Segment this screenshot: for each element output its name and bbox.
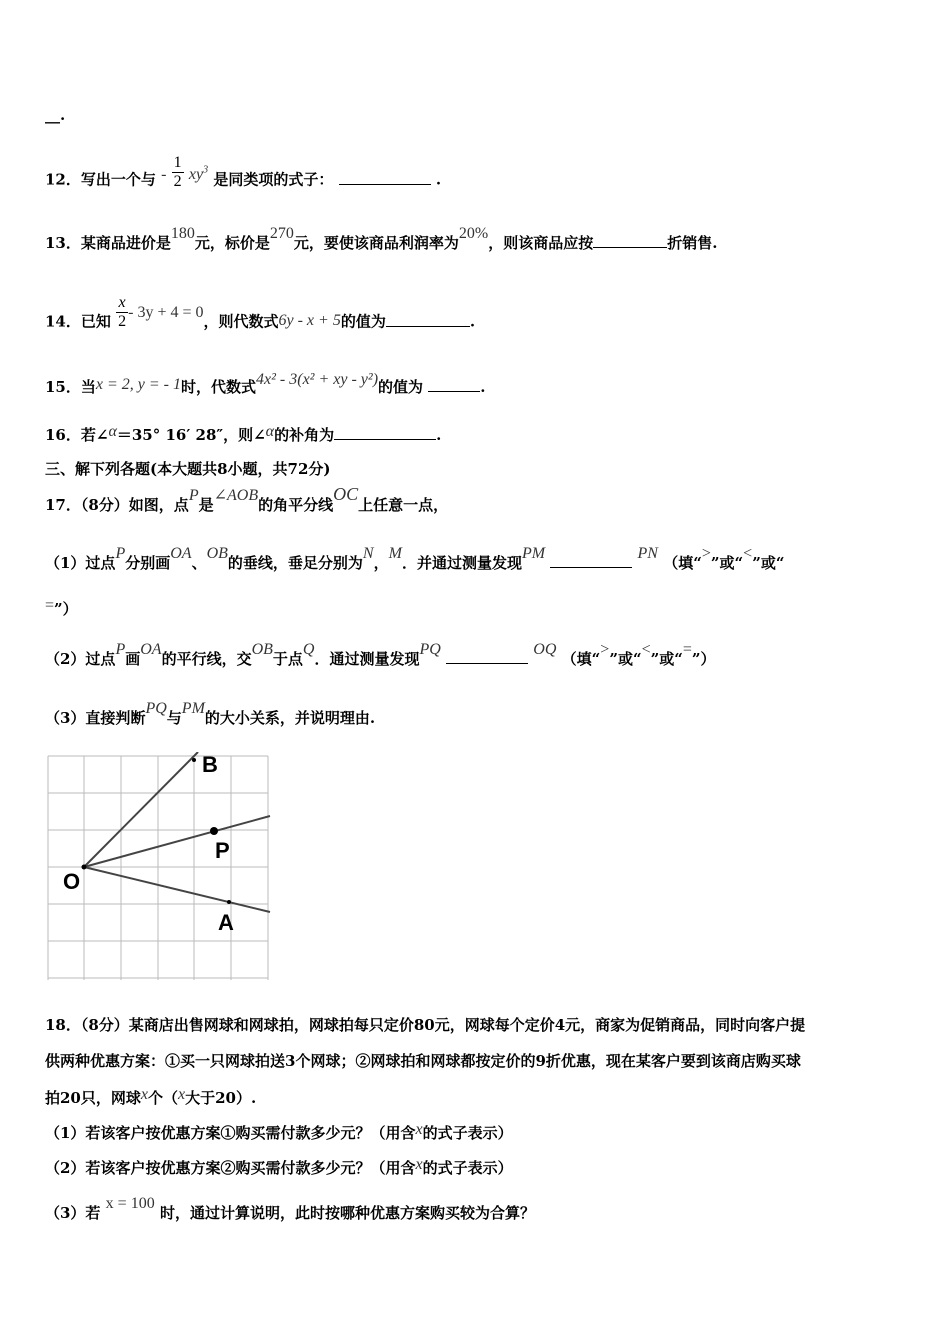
label-o: O: [63, 869, 81, 894]
q18-l3b: 个（: [147, 1089, 178, 1107]
q17-s3-t2: 与: [166, 709, 182, 727]
q17-s3-t1: （3）直接判断: [45, 709, 146, 727]
q18-part1: [45, 1122, 513, 1143]
q15-t3: 的值为: [378, 378, 424, 396]
q17-s2-lt: <: [641, 641, 651, 658]
q17-s3-pm: PM: [181, 700, 205, 717]
q16-answer-blank[interactable]: [334, 425, 436, 440]
label-p: P: [215, 838, 230, 863]
q12-prefix: 12．写出一个与: [45, 170, 156, 189]
q16-alpha2: α: [265, 423, 275, 440]
q17-s1-oa: OA: [170, 545, 192, 562]
q18-part3: [45, 1195, 535, 1223]
q17-s1-n: N: [362, 545, 374, 562]
q14-expr: 6y - x + 5: [278, 311, 341, 329]
q17-s1-pn: PN: [637, 545, 658, 562]
q18-s3a: （3）若: [45, 1204, 101, 1222]
grid: [48, 756, 268, 980]
q17-s1-t8: ”）: [54, 600, 78, 618]
q17-s2-gt: >: [600, 641, 610, 658]
q17-s1-t6: ”或“: [710, 554, 744, 572]
q17-s2-t1: （2）过点: [45, 650, 116, 668]
q12-den: 2: [173, 173, 182, 190]
q17-part1-cont: [45, 598, 78, 619]
q17-s2-t4: 于点: [272, 650, 303, 668]
question-14: [45, 294, 476, 341]
q17-s1-sep: 、: [191, 554, 207, 572]
q17-s2-t5: ．通过测量发现: [314, 650, 420, 668]
q13-t2: 元，标价是: [194, 234, 270, 252]
q18-s1b: 的式子表示）: [422, 1124, 513, 1142]
q17-s2-answer-blank[interactable]: [446, 649, 528, 664]
q12-num: 1: [173, 154, 182, 171]
question-12: [45, 154, 442, 199]
q13-t3: 元，要使该商品利润率为: [293, 234, 459, 252]
q17-s2-t6: （填“: [561, 650, 601, 668]
q17-s1-gt: >: [701, 545, 711, 562]
q13-answer-blank[interactable]: [593, 233, 667, 248]
q12-end: .: [435, 170, 442, 189]
q18-s2b: 的式子表示）: [422, 1159, 513, 1177]
ray-oa: [84, 867, 270, 912]
q18-l3a: 拍20只，网球: [45, 1089, 141, 1107]
q14-equation: - 3y + 4 = 0: [128, 303, 204, 321]
q17-part1: [45, 545, 785, 573]
q18-s3-condition: x = 100: [105, 1195, 155, 1212]
question-15: [45, 371, 486, 397]
q17-s1-t2: 分别画: [125, 554, 171, 572]
q17-s1-pm: PM: [521, 545, 546, 562]
q17-aob: ∠AOB: [213, 487, 259, 504]
point-b: [192, 758, 196, 762]
q18-s3b: 时，通过计算说明，此时按哪种优惠方案购买较为合算？: [159, 1204, 535, 1222]
q15-end: .: [480, 378, 486, 396]
q17-s2-t8: ”或“: [650, 650, 683, 668]
q17-s2-t2: 画: [125, 650, 141, 668]
q12-fraction: [172, 154, 184, 191]
ray-oc: [84, 816, 270, 867]
top-mark: __.: [45, 106, 66, 124]
q17-s1-t1: （1）过点: [45, 554, 116, 572]
q17-s2-q: Q: [302, 641, 315, 658]
q18-x2: x: [178, 1086, 186, 1103]
q16-end: .: [436, 426, 442, 444]
q17-s2-oa: OA: [140, 641, 162, 658]
q17-s2-eq: =: [682, 641, 692, 658]
question-17: [45, 484, 449, 515]
q14-t1: 14．已知: [45, 312, 111, 331]
q16-t1: 16．若∠: [45, 426, 109, 444]
q17-s1-t5: （填“: [663, 554, 702, 572]
q15-expr: 4x² - 3(x² + xy - y²): [256, 371, 379, 388]
q18-l3c: 大于20）.: [185, 1089, 257, 1107]
q14-t2: ，则代数式: [203, 312, 279, 331]
q18-s2a: （2）若该客户按优惠方案②购买需付款多少元？（用含: [45, 1159, 416, 1177]
q12-answer-blank[interactable]: [339, 170, 431, 185]
q17-s1-t3: 的垂线，垂足分别为: [227, 554, 363, 572]
question-18-line1: 18．（8分）某商店出售网球和网球拍，网球拍每只定价80元，网球每个定价4元，商家为促销商品，同时向客户提: [45, 1016, 806, 1034]
q17-t2: 是: [198, 496, 214, 514]
q17-part3: [45, 700, 376, 728]
q17-s2-ob: OB: [251, 641, 273, 658]
q14-end: .: [469, 312, 476, 331]
q18-s2-x: x: [415, 1156, 423, 1173]
q17-s2-pq: PQ: [419, 641, 441, 658]
point-o: [82, 865, 87, 870]
q14-den: 2: [118, 313, 127, 330]
q18-s1a: （1）若该客户按优惠方案①购买需付款多少元？（用含: [45, 1124, 416, 1142]
q17-s1-p: P: [115, 545, 126, 562]
q17-s1-comma: ，: [373, 554, 389, 572]
q17-s3-pq: PQ: [145, 700, 167, 717]
q12-expr: $xy^3$: [188, 164, 209, 183]
q16-t3: 的补角为: [274, 426, 335, 444]
q13-t4: ，则该商品应按: [488, 234, 594, 252]
q17-p: P: [188, 487, 199, 504]
q17-s1-answer-blank[interactable]: [550, 553, 632, 568]
q17-s2-oq: OQ: [533, 641, 557, 658]
q13-price: 270: [269, 225, 294, 242]
angle-figure: [46, 752, 272, 982]
ray-ob: [84, 752, 198, 867]
q17-s1-m: M: [388, 545, 402, 562]
q17-s1-t4: ．并通过测量发现: [401, 554, 522, 572]
q17-s1-t7: ”或“: [752, 554, 785, 572]
question-18-line3: [45, 1087, 256, 1108]
q14-answer-blank[interactable]: [386, 312, 470, 327]
q17-s1-ob: OB: [206, 545, 228, 562]
q13-t1: 13．某商品进价是: [45, 234, 171, 252]
q15-answer-blank[interactable]: [428, 377, 480, 392]
q16-t2: ＝35° 16′ 28″，则∠: [116, 426, 266, 444]
q12-suffix: 是同类项的式子：: [213, 170, 334, 189]
q17-oc: OC: [333, 484, 359, 504]
q15-t1: 15．当: [45, 378, 96, 396]
q17-s2-p: P: [115, 641, 126, 658]
label-a: A: [218, 910, 234, 935]
q17-t1: 17．（8分）如图，点: [45, 496, 189, 514]
q18-x: x: [140, 1086, 148, 1103]
point-a: [227, 900, 231, 904]
section-3-heading: 三、解下列各题(本大题共8小题，共72分): [45, 460, 331, 478]
q17-s1-lt: <: [743, 545, 753, 562]
q14-num: x: [116, 294, 128, 313]
q18-part2: [45, 1157, 513, 1178]
q15-condition: x = 2, y = - 1: [95, 376, 181, 393]
q13-cost: 180: [170, 225, 195, 242]
q17-s2-t9: ”）: [691, 650, 716, 668]
q17-t3: 的角平分线: [258, 496, 334, 514]
q14-t3: 的值为: [340, 312, 386, 331]
q17-s2-t3: 的平行线，交: [161, 650, 252, 668]
q17-part2: [45, 641, 716, 669]
q17-s2-t7: ”或“: [609, 650, 642, 668]
question-16: [45, 424, 441, 445]
q13-rate: 20%: [458, 225, 489, 242]
q17-s1-eq: =: [45, 597, 55, 614]
q13-t5: 折销售.: [667, 234, 718, 252]
question-18-line2: 供两种优惠方案：①买一只网球拍送3个网球；②网球拍和网球都按定价的9折优惠，现在某客户要到该商店购买球: [45, 1052, 801, 1070]
q14-fraction: [116, 294, 128, 331]
q17-t4: 上任意一点，: [358, 496, 449, 514]
q18-s1-x: x: [415, 1121, 423, 1138]
q12-sign: -: [161, 165, 167, 183]
question-13: [45, 225, 718, 253]
point-p: [210, 827, 218, 835]
label-b: B: [202, 752, 218, 777]
q17-s3-t3: 的大小关系，并说明理由.: [204, 709, 376, 727]
q16-alpha: α: [108, 423, 117, 440]
q15-t2: 时，代数式: [181, 378, 257, 396]
